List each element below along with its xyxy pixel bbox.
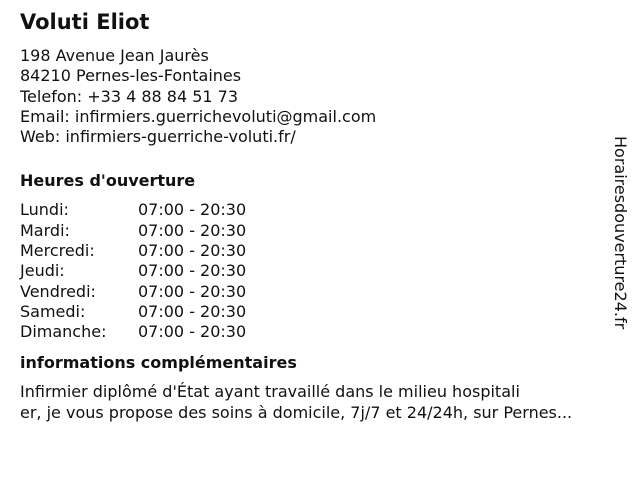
hours-row-wednesday	[20, 241, 246, 261]
hours-heading: Heures d'ouverture	[20, 171, 196, 191]
day-label: Samedi:	[20, 301, 86, 321]
time-range: 07:00 - 20:30	[138, 200, 247, 220]
hours-row-sunday	[20, 322, 246, 342]
business-name: Voluti Eliot	[20, 10, 150, 34]
time-range: 07:00 - 20:30	[138, 301, 247, 321]
contact-block	[20, 46, 620, 147]
time-range: 07:00 - 20:30	[138, 281, 247, 301]
hours-row-friday	[20, 282, 246, 302]
address-line-1: 198 Avenue Jean Jaurès	[20, 46, 209, 65]
time-range: 07:00 - 20:30	[138, 220, 247, 240]
day-label: Dimanche:	[20, 322, 107, 342]
time-range: 07:00 - 20:30	[138, 322, 247, 342]
business-card	[20, 8, 620, 423]
web-line: Web: infirmiers-guerriche-voluti.fr/	[20, 127, 296, 147]
phone-line: Telefon: +33 4 88 84 51 73	[20, 86, 239, 106]
hours-row-saturday	[20, 302, 246, 322]
time-range: 07:00 - 20:30	[138, 261, 247, 281]
day-label: Jeudi:	[20, 261, 65, 281]
hours-row-thursday	[20, 261, 246, 281]
day-label: Mercredi:	[20, 241, 95, 261]
time-range: 07:00 - 20:30	[138, 241, 247, 261]
hours-row-monday	[20, 200, 246, 220]
hours-row-tuesday	[20, 221, 246, 241]
address-line-2: 84210 Pernes-les-Fontaines	[20, 66, 242, 86]
site-watermark: Horairesdouverture24.fr	[611, 136, 630, 330]
day-label: Mardi:	[20, 220, 70, 240]
info-description: Infirmier diplômé d'État ayant travaillé dans le milieu hospitali er, je vous propose des soins à domicile, 7j/7 et 24/24h, sur Pernes...	[20, 381, 573, 422]
day-label: Lundi:	[20, 200, 69, 220]
day-label: Vendredi:	[20, 281, 96, 301]
email-line: Email: infirmiers.guerrichevoluti@gmail.com	[20, 106, 377, 126]
opening-hours-table	[20, 200, 246, 342]
info-heading: informations complémentaires	[20, 352, 297, 372]
